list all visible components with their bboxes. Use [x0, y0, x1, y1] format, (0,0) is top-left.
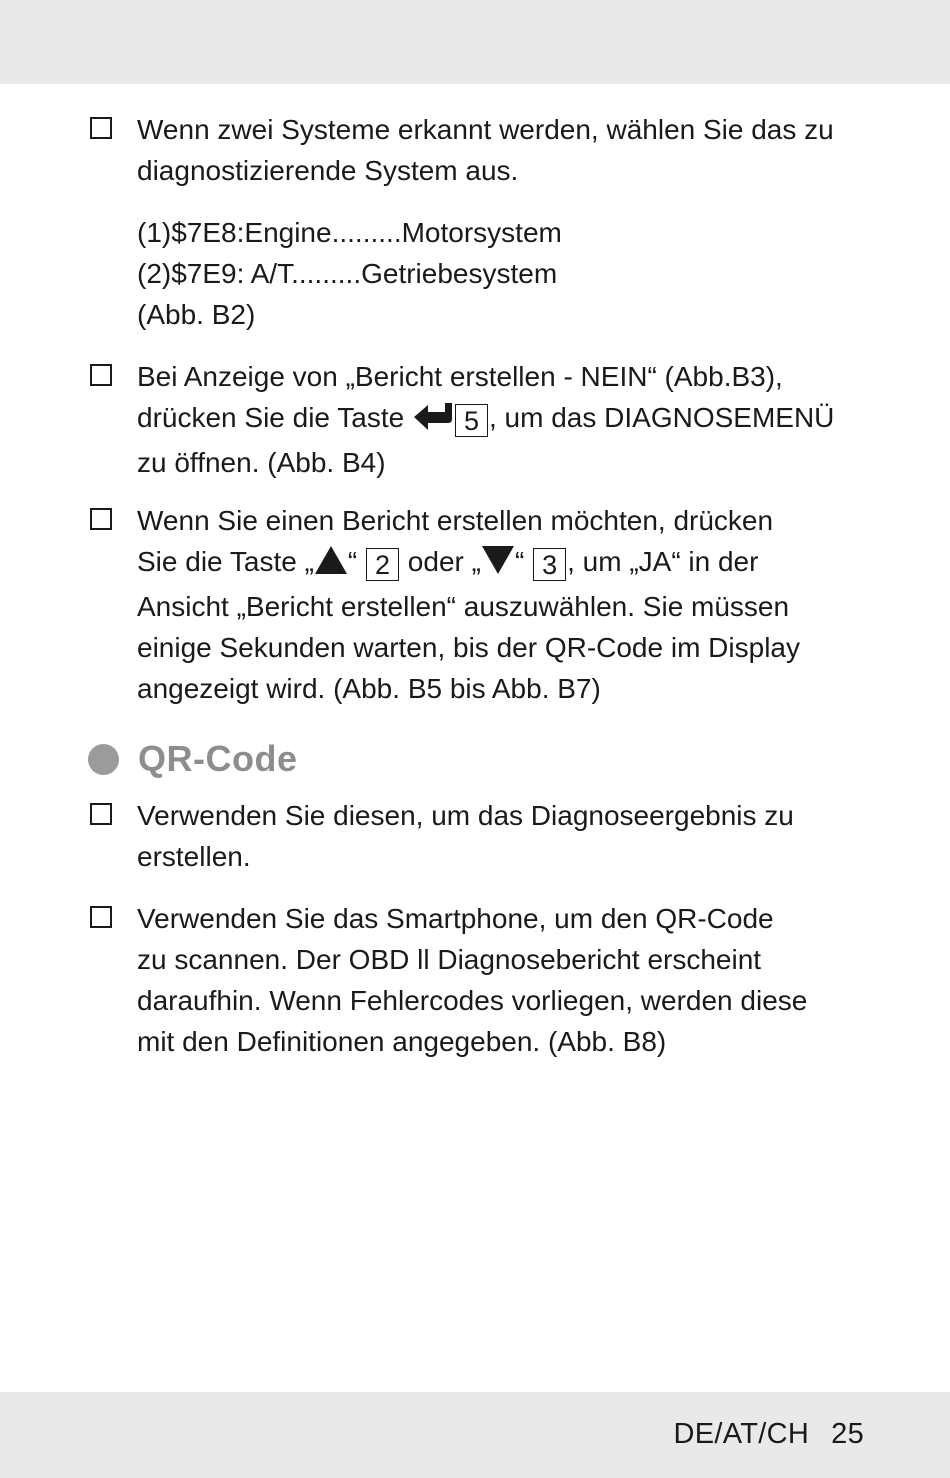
- bullet-dot-icon: [88, 744, 119, 775]
- item-text: [137, 356, 880, 483]
- heading-text: QR-Code: [138, 738, 298, 779]
- item-text: [137, 795, 880, 877]
- checkbox-bullet-icon: [90, 117, 112, 139]
- text-line: Verwenden Sie diesen, um das Diagnoseergebnis zu: [137, 800, 794, 831]
- text-line: mit den Definitionen angegeben. (Abb. B8): [137, 1026, 667, 1057]
- checkbox-bullet-icon: [90, 508, 112, 530]
- text-line: Bei Anzeige von „Bericht erstellen - NEIN“ (Abb.B3),: [137, 361, 783, 392]
- header-band: [0, 0, 950, 84]
- text-line: Verwenden Sie das Smartphone, um den QR-Code: [137, 903, 774, 934]
- list-item: [90, 356, 880, 483]
- section-heading: [88, 738, 298, 780]
- key-2: 2: [366, 548, 399, 581]
- text-line: zu öffnen. (Abb. B4): [137, 447, 386, 478]
- key-3: 3: [533, 548, 566, 581]
- text-line: Sie die Taste „ “ 2 oder „ “ 3 , um „JA“ in der: [137, 541, 880, 586]
- item-text: [137, 898, 880, 1062]
- item-text: [137, 109, 880, 191]
- enter-key-icon: [412, 401, 454, 442]
- list-item: [90, 500, 880, 709]
- text-line: Ansicht „Bericht erstellen“ auszuwählen. Sie müssen: [137, 591, 790, 622]
- text-line: zu scannen. Der OBD ll Diagnosebericht erscheint: [137, 944, 762, 975]
- page-number: 25: [831, 1418, 864, 1450]
- text-line: drücken Sie die Taste 5 , um das DIAGNOSEMENÜ: [137, 397, 880, 442]
- region-label: DE/AT/CH: [673, 1418, 810, 1450]
- system-option-1: (1)$7E8:Engine.........Motorsystem: [137, 217, 562, 248]
- list-item: [90, 898, 880, 1062]
- checkbox-bullet-icon: [90, 906, 112, 928]
- list-item: [90, 109, 880, 191]
- text-line: Wenn Sie einen Bericht erstellen möchten, drücken: [137, 505, 774, 536]
- system-list: [137, 212, 562, 335]
- system-option-2: (2)$7E9: A/T.........Getriebesystem: [137, 258, 558, 289]
- text-line: einige Sekunden warten, bis der QR-Code im Display: [137, 632, 800, 663]
- key-5: 5: [455, 404, 488, 437]
- list-item: [90, 795, 880, 877]
- text-line: erstellen.: [137, 841, 251, 872]
- arrow-up-icon: [314, 545, 348, 586]
- text-line: daraufhin. Wenn Fehlercodes vorliegen, werden diese: [137, 985, 808, 1016]
- item-text: [137, 500, 880, 709]
- text-line: angezeigt wird. (Abb. B5 bis Abb. B7): [137, 673, 601, 704]
- text-line: Wenn zwei Systeme erkannt werden, wählen Sie das zu: [137, 114, 834, 145]
- text-line: diagnostizierende System aus.: [137, 155, 519, 186]
- page-footer: [674, 1418, 864, 1451]
- figure-reference: (Abb. B2): [137, 299, 256, 330]
- checkbox-bullet-icon: [90, 803, 112, 825]
- arrow-down-icon: [481, 545, 515, 586]
- checkbox-bullet-icon: [90, 364, 112, 386]
